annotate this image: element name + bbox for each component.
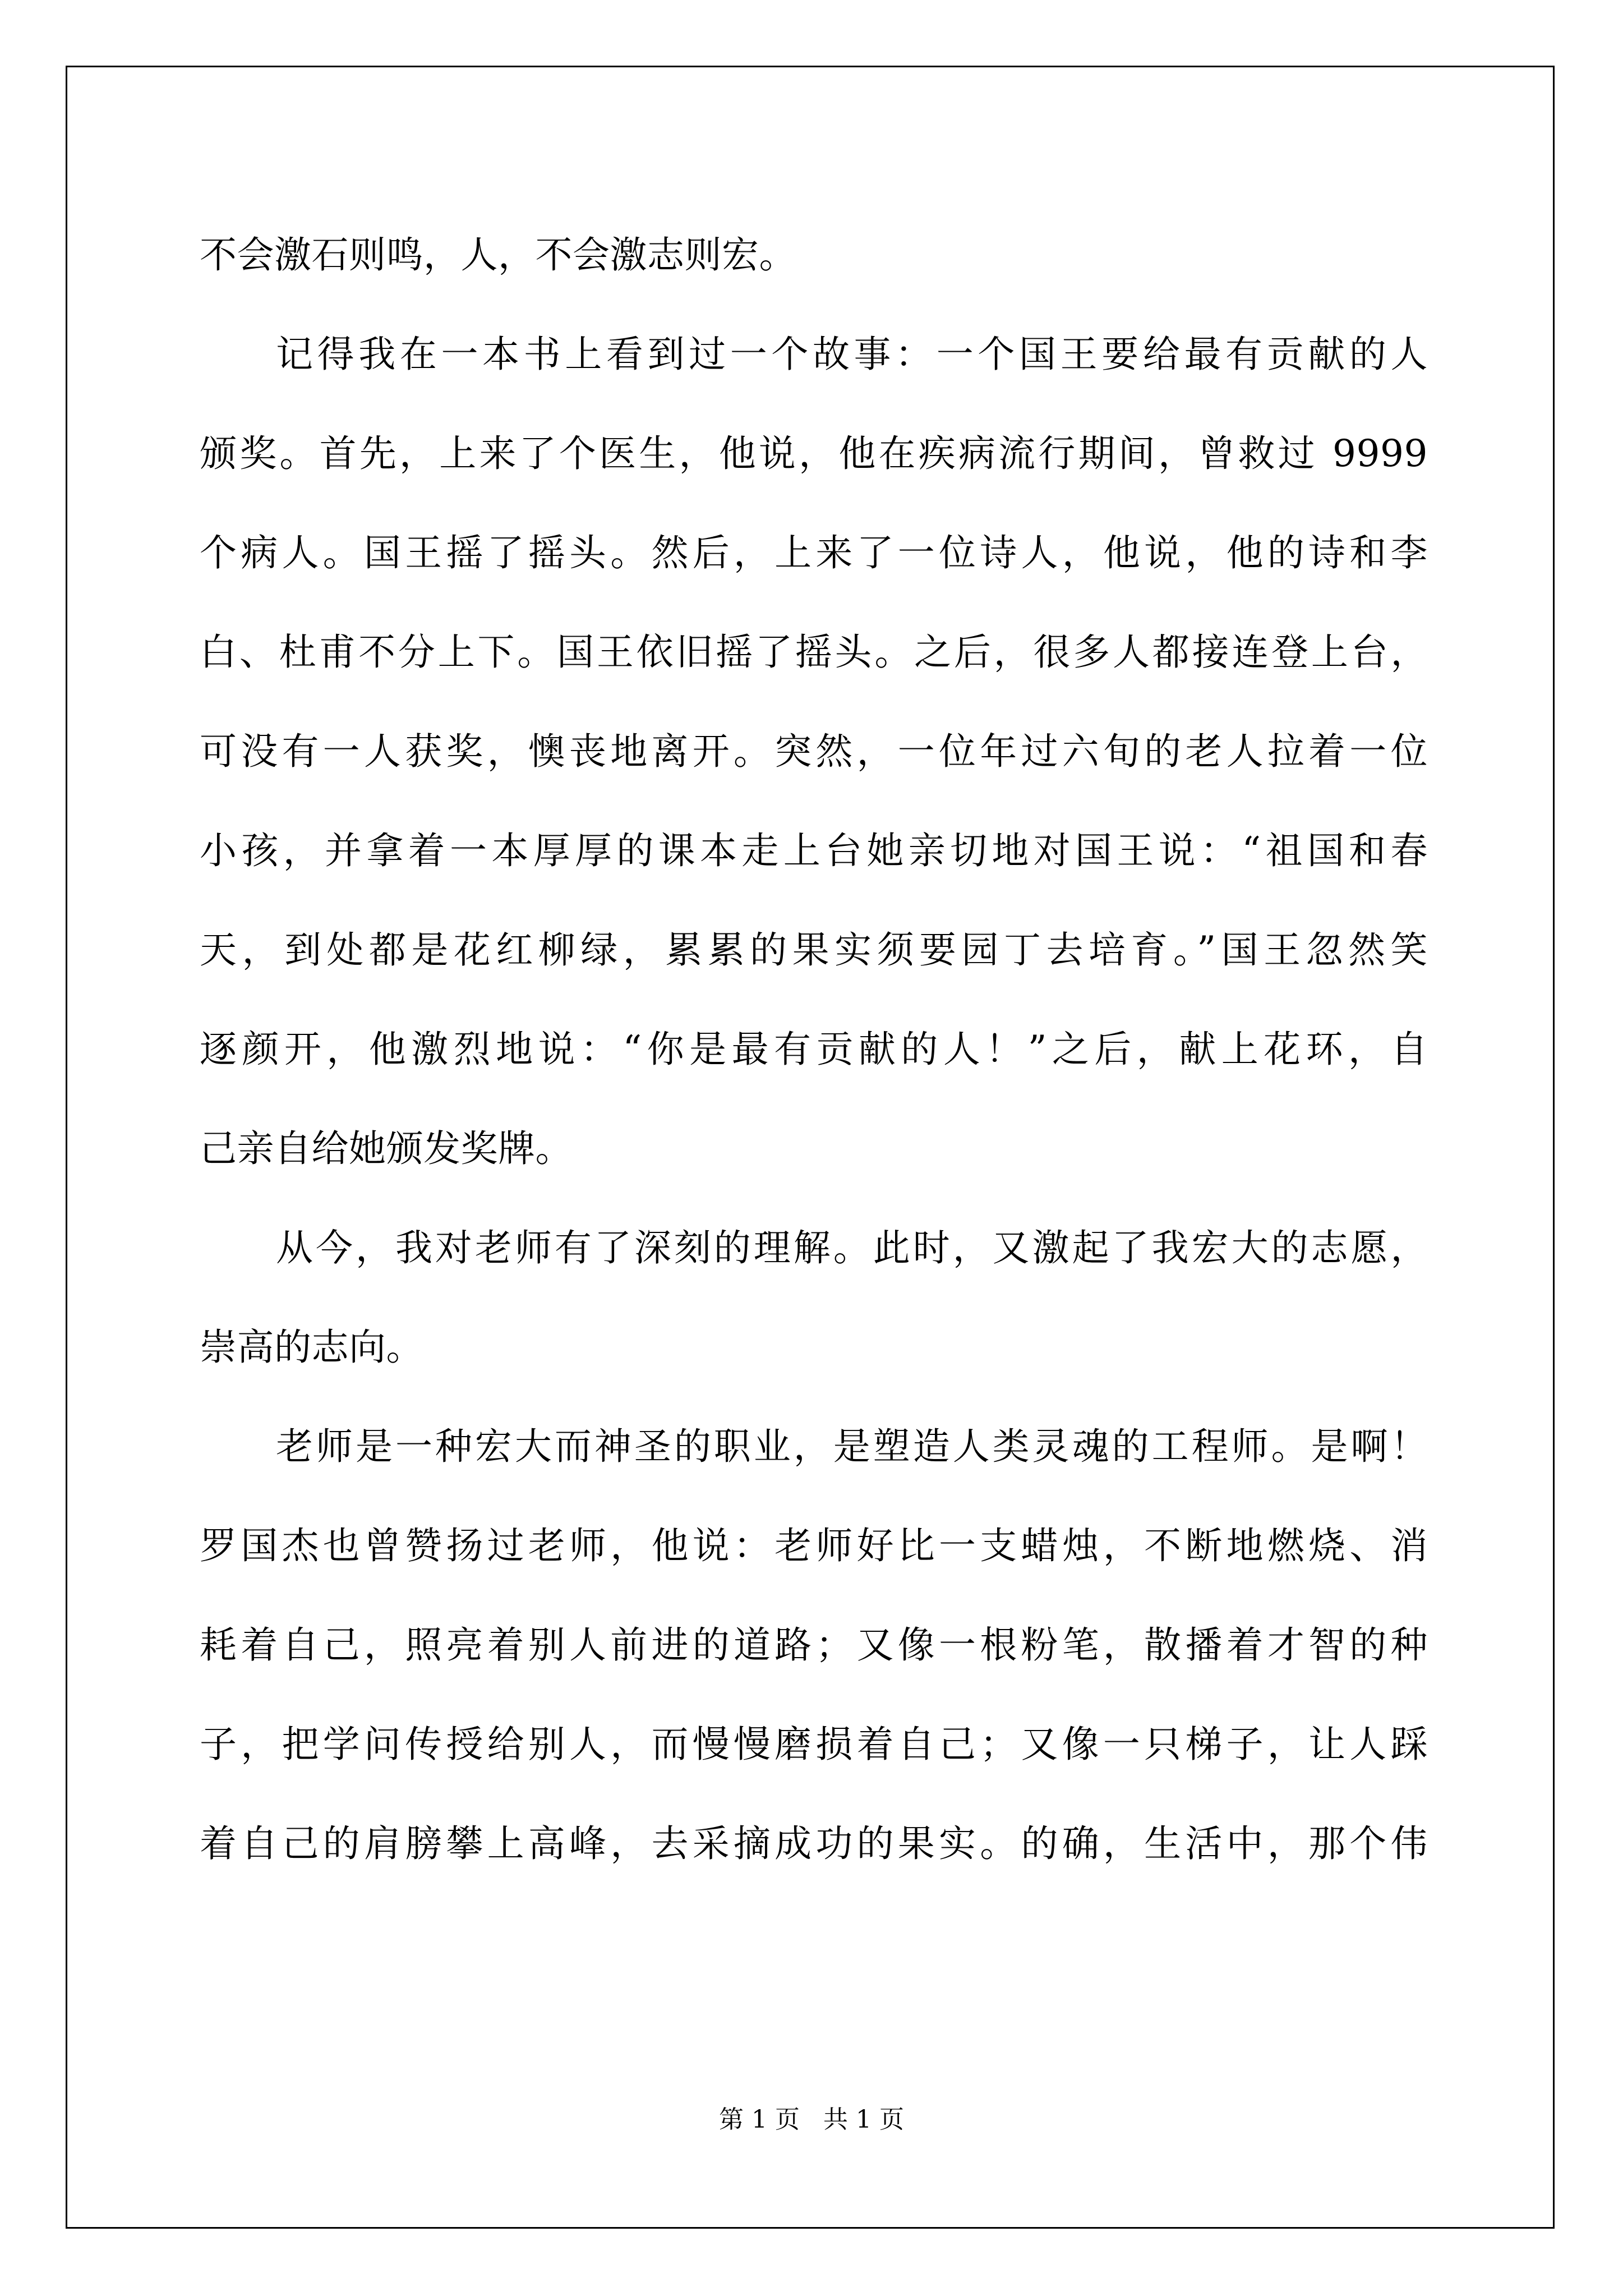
text-line: 白、杜甫不分上下。国王依旧摇了摇头。之后，很多人都接连登上台， xyxy=(200,631,1428,674)
text-line: 不会激石则鸣，人，不会激志则宏。 xyxy=(200,233,796,277)
text-line: 耗着自己，照亮着别人前进的道路；又像一根粉笔，散播着才智的种 xyxy=(200,1623,1428,1667)
text-line: 个病人。国王摇了摇头。然后，上来了一位诗人，他说，他的诗和李 xyxy=(200,531,1428,574)
text-line: 记得我在一本书上看到过一个故事：一个国王要给最有贡献的人 xyxy=(276,333,1428,376)
text-line: 老师是一种宏大而神圣的职业，是塑造人类灵魂的工程师。是啊！ xyxy=(276,1425,1428,1468)
text-line: 子，把学问传授给别人，而慢慢磨损着自己；又像一只梯子，让人踩 xyxy=(200,1723,1428,1766)
text-line: 己亲自给她颁发奖牌。 xyxy=(200,1127,573,1170)
page-footer: 第 1 页 共 1 页 xyxy=(719,2105,904,2134)
text-line: 逐颜开，他激烈地说：“你是最有贡献的人！”之后，献上花环，自 xyxy=(200,1028,1428,1071)
text-line: 颁奖。首先，上来了个医生，他说，他在疾病流行期间，曾救过 9999 xyxy=(200,432,1428,475)
text-line: 天，到处都是花红柳绿，累累的果实须要园丁去培育。”国王忽然笑 xyxy=(200,928,1428,972)
text-line: 崇高的志向。 xyxy=(200,1326,423,1369)
text-line: 罗国杰也曾赞扬过老师，他说：老师好比一支蜡烛，不断地燃烧、消 xyxy=(200,1524,1428,1567)
text-line: 小孩，并拿着一本厚厚的课本走上台她亲切地对国王说：“祖国和春 xyxy=(200,829,1428,872)
document-body xyxy=(200,205,1428,1893)
text-line: 可没有一人获奖，懊丧地离开。突然，一位年过六旬的老人拉着一位 xyxy=(200,730,1428,773)
text-line: 从今，我对老师有了深刻的理解。此时，又激起了我宏大的志愿， xyxy=(276,1226,1428,1269)
text-line: 着自己的肩膀攀上高峰，去采摘成功的果实。的确，生活中，那个伟 xyxy=(200,1822,1428,1865)
